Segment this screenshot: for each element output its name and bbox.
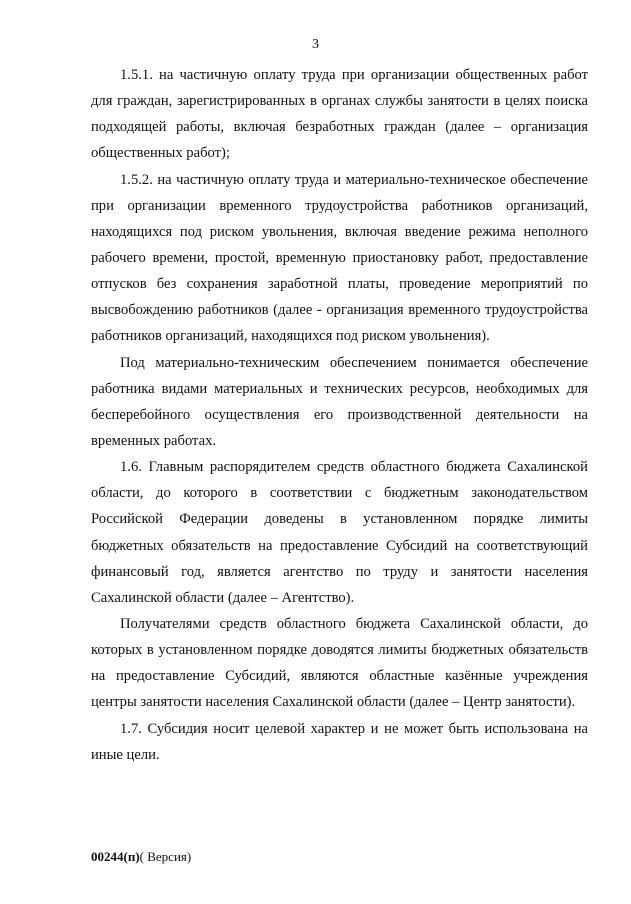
paragraph-1-5-2: 1.5.2. на частичную оплату труда и материально-техническое обеспечение при организации временного трудоустройства работников организаций, находящихся под риском увольнения, включая введение режима неполного рабочего времени, простой, временную приостановку работ, предоставление отпусков без сохранения заработной платы, проведение мероприятий по высвобождению работников (далее - организация временного трудоустройства работников организаций, находящихся под риском увольнения). bbox=[91, 171, 588, 345]
paragraph-material-support: Под материально-техническим обеспечением понимается обеспечение работника видами материальных и технических ресурсов, необходимых для бесперебойного осуществления его производственной деятельности на временных работах. bbox=[91, 354, 588, 449]
paragraph-1-7: 1.7. Субсидия носит целевой характер и не может быть использована на иные цели. bbox=[91, 720, 588, 763]
page-number: 3 bbox=[312, 37, 319, 52]
document-version: ( Версия) bbox=[139, 849, 192, 864]
document-footer bbox=[91, 848, 191, 866]
paragraph-1-6: 1.6. Главным распорядителем средств областного бюджета Сахалинской области, до которого в соответствии с бюджетным законодательством Российской Федерации доведены в установленном порядке лимиты бюджетных обязательств на предоставление Субсидий на соответствующий финансовый год, является агентство по труду и занятости населения Сахалинской области (далее – Агентство). bbox=[91, 459, 588, 606]
document-code: 00244(п) bbox=[91, 849, 140, 864]
document-body bbox=[91, 62, 588, 768]
paragraph-recipients: Получателями средств областного бюджета Сахалинской области, до которых в установленном порядке доводятся лимиты бюджетных обязательств на предоставление Субсидий, являются областные казённые учреждения центры занятости населения Сахалинской области (далее – Центр занятости). bbox=[91, 616, 588, 711]
paragraph-1-5-1: 1.5.1. на частичную оплату труда при организации общественных работ для граждан, зарегистрированных в органах службы занятости в целях поиска подходящей работы, включая безработных граждан (далее – организация общественных работ); bbox=[91, 67, 588, 162]
